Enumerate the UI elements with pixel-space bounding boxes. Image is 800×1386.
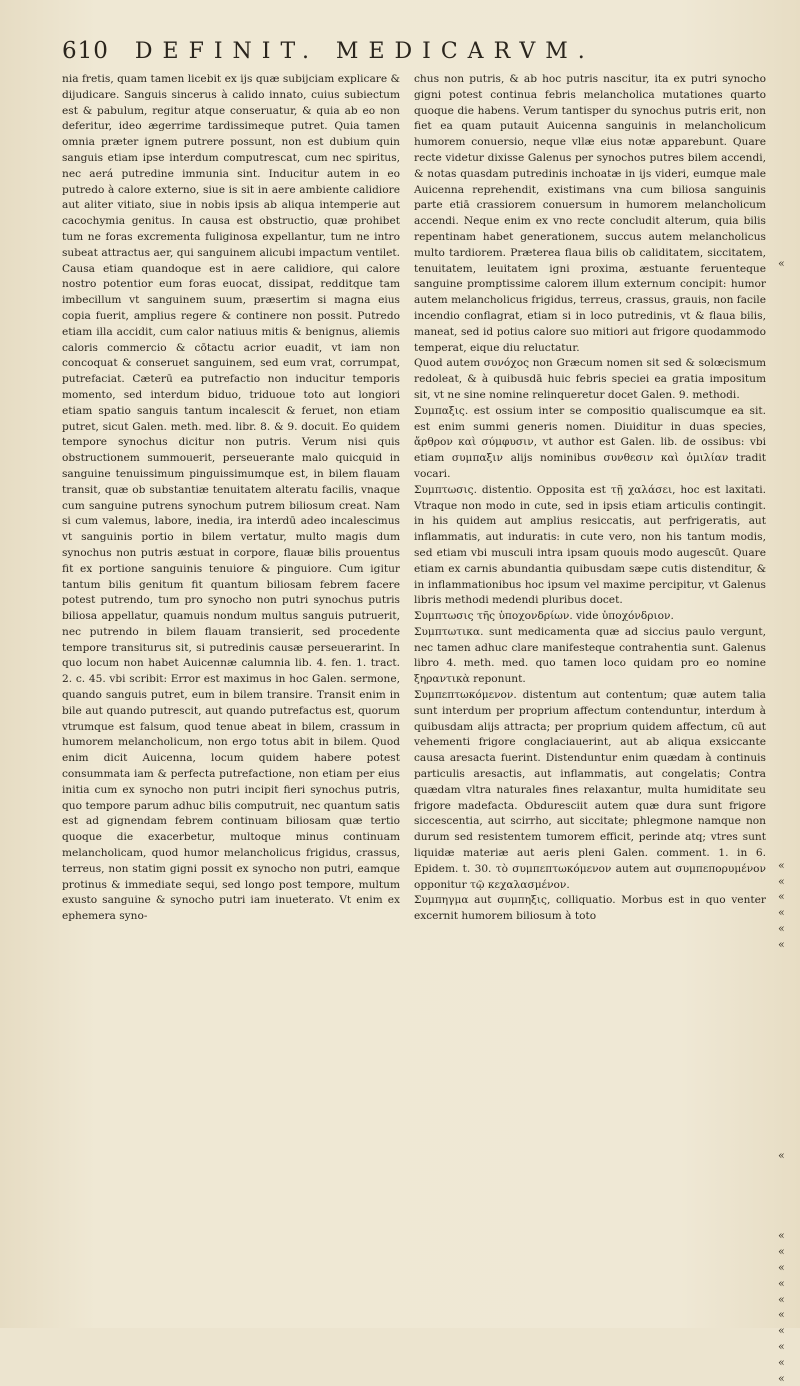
quote-mark: « [778, 1371, 785, 1385]
quote-mark: « [778, 858, 785, 872]
quote-mark: « [778, 1276, 785, 1290]
entry-paragraph: Συμπτωσις. distentio. Opposita est τῇ χαλάσει, hoc est laxitati. Vtraque non modo in cute, sed in ipsis etiam articulis contingit. in his quidem aut amplius resiccatis, aut perfrigeratis, aut inflammatis, aut induratis: in cute vero, non his tantum modis, sed etiam vbi musculi intra ipsam quouis modo augescūt. Quare etiam ex carnis abundantia quibusdam sæpe cutis distenditur, & in inflammationibus hoc ipsum vel maxime percipitur, vt Galenus libris methodi medendi pluribus docet. [414, 483, 766, 607]
quote-mark: « [778, 874, 785, 888]
entry-paragraph: Συμπαξις. est ossium inter se compositio qualiscumque ea sit. est enim summi generis nomen. Diuiditur in duas species, ἄρθρον καὶ σύμφυσιν, vt author est Galen. lib. de ossibus: vbi etiam συμπαξιν alijs nominibus συνθεσιν καὶ ὁμιλίαν tradit vocari. [414, 404, 766, 480]
quote-mark: « [778, 1339, 785, 1353]
quote-mark: « [778, 1324, 785, 1338]
margin-quote-marks [778, 70, 792, 1386]
quote-mark: « [778, 1292, 785, 1306]
entry-paragraph: Συμπεπτωκόμενον. distentum aut contentum; quæ autem talia sunt interdum per proprium affectum contenduntur, interdum à quibusdam alijs attracta; per proprium quidem affectum, cū aut vehementi frigore conglaciauerint, aut ab aliqua exsiccante causa aresacta fuerint. Distenduntur enim quædam à continuis particulis aresactis, aut inflammatis, aut congelatis; Contra quædam vltra naturales fines relaxantur, multa humiditate seu frigore madefacta. Obduresciit autem quæ dura sunt frigore siccescentia, aut scirrho, aut siccitate; phlegmone namque non durum sed resistentem tumorem efficit, perinde atq; vtres sunt liquidæ materiæ aut aeris pleni Galen. comment. 1. in 6. Epidem. t. 30. τὸ συμπεπτωκόμενον autem aut συμπεπορυμένον opponitur τῷ κεχαλασμένον. [414, 689, 766, 891]
quote-mark: « [778, 257, 785, 270]
quote-mark: « [778, 921, 785, 935]
quote-mark: « [778, 1355, 785, 1369]
quote-mark: « [778, 906, 785, 920]
quote-mark: « [778, 1308, 785, 1322]
quote-mark: « [778, 1245, 785, 1259]
quote-mark: « [778, 1260, 785, 1274]
entry-paragraph: Quod autem συνόχος non Græcum nomen sit sed & solœcismum redoleat, & à quibusdā huic febris speciei ea gratia impositum sit, vt ne sine nomine relinqueretur docet Galen. 9. methodi. [414, 357, 766, 401]
left-column-text: nia fretis, quam tamen licebit ex ijs quæ subijciam explicare & dijudicare. Sanguis sincerus à calido innato, cuius subiectum est & pabulum, regitur atque conseruatur, & quia ab eo non deferitur, ideo ægerrime tardissimeque putret. Quia tamen omnia præter ignem putrere possunt, non est dubium quin sanguis etiam ipse interdum computrescat, cum nec spiritus, nec aerá putredine immunia sint. Inducitur autem in eo putredo à calore externo, siue is sit in aere ambiente calidiore aut aliter vitiato, siue in nobis ipsis ab aliqua intemperie aut cacochymia genitus. In causa est obstructio, quæ prohibet tum ne foras excrementa fuliginosa expellantur, tum ne intro subeat attractus aer, qui sanguinem alicubi impactum ventilet. Causa etiam quandoque est in aere calidiore, qui calore nostro potentior eum foras euocat, dissipat, redditque tam imbecillum vt sanguinem suum, præsertim si magna eius copia fuerit, amplius regere & continere non possit. Putredo etiam illa accidit, cum calor natiuus mitis & benignus, aliemis caloris commercio & cōtactu acrior euadit, vt iam non concoquat & conseruet sanguinem, sed eum vrat, corrumpat, putrefaciat. Cæterū ea putrefactio non inducitur temporis momento, sed interdum biduo, triduoue toto aut longiori etiam spatio sanguis tantum incalescit & feruet, non etiam putret, sicut Galen. meth. med. libr. 8. & 9. docuit. Eo quidem tempore synochus dicitur non putris. Verum nisi quis obstructionem summouerit, perseuerante malo quicquid in sanguine tenuissimum pinguissimumque est, in bilem flauam transit, quæ ob substantiæ tenuitatem alteratu facilis, vnaque cum sanguine putrens synochum putrem biliosum creat. Nam si cum valemus, labore, inedia, ira interdū adeo incalescimus vt sanguinis portio in bilem vertatur, multo magis dum synochus non putris æstuat in corpore, flauæ bilis prouentus fit ex portione sanguinis tenuiore & pinguiore. Cum igitur tantum bilis genitum fit quantum biliosam febrem facere potest putrendo, tum pro synocho non putri synochus putris biliosa appellatur, quamuis nondum multus sanguis putruerit, nec putrendo in bilem flauam transierit, sed procedente tempore transiturus sit, si putredinis causæ perseuerarint. In quo locum non habet Auicennæ calumnia lib. 4. fen. 1. tract. 2. c. 45. vbi scribit: Error est maximus in hoc Galen. sermone, quando sanguis putret, eum in bilem transire. Transit enim in bile aut quando putrescit, aut quando putrefactus est, quorum vtrumque est falsum, quod tenue abeat in bilem, crassum in humorem melancholicum, non ergo totus abit in bilem. Quod enim dicit Auicenna, locum quidem habere potest consummata iam & perfecta putrefactione, non etiam per eius initia cum ex synocho non putri incipit fieri synochus putris, quo tempore parum adhuc bilis computruit, nec quantum satis est ad gignendam febrem continuam biliosam quæ tertio quoque die exacerbetur, multoque minus continuam melancholicam, quod humor melancholicus frigidus, crassus, terreus, non statim gigni possit ex synocho non putri, eamque protinus & immediate sequi, sed longo post tempore, multum exusto sanguine & synocho putri iam inueterato. Vt enim ex ephemera syno- [62, 73, 400, 923]
quote-mark: « [778, 1229, 785, 1243]
running-title: DEFINIT. MEDICARVM. [134, 39, 595, 64]
quote-mark: « [778, 890, 785, 904]
entry-paragraph: Συμπτωτικα. sunt medicamenta quæ ad siccius paulo vergunt, nec tamen adhuc clare manifesteque contrahentia sunt. Galenus libro 4. meth. med. quo tamen loco quidam pro eo nomine ξηραντικὰ reponunt. [414, 625, 766, 686]
entry-paragraph: Συμπτωσις τῆς ὑποχονδρίων. vide ὑποχόνδριον. [414, 610, 674, 623]
entry-paragraph: chus non putris, & ab hoc putris nascitur, ita ex putri synocho gigni potest continua febris melancholica mutationes quarto quoque die habens. Verum tantisper du synochus putris erit, non fiet ea quam putauit Auicenna sanguinis in melancholicum humorem conuersio, neque vllæ eius notæ apparebunt. Quare recte videtur dixisse Galenus per synochos putres bilem accendi, & notas quasdam putredinis inchoatæ in ijs videri, eumque male Auicenna reprehendit, existimans vna cum biliosa sanguinis parte etiā crassiorem conuersum in humorem melancholicum accendi. Neque enim ex vno recte concludit alterum, quia bilis repentinam habet generationem, succus autem melancholicus multo tardiorem. Præterea flaua bilis ob caliditatem, siccitatem, tenuitatem, leuitatem igni proxima, æstuante feruenteque sanguine promptissime calorem illum externum concipit: humor autem melancholicus frigidus, terreus, crassus, grauis, non facile incendio conflagrat, etiam si in loco putredinis, vt & flaua bilis, maneat, sed id potius calore suo mitiori aut frigore quodammodo temperat, eique diu reluctatur. [414, 73, 766, 354]
entry-paragraph: Συμπηγμα aut συμπηξις, colliquatio. Morbus est in quo venter excernit humorem biliosum à toto [414, 894, 766, 923]
right-column [414, 72, 766, 925]
quote-mark: « [778, 937, 785, 951]
page-header [62, 38, 778, 68]
quote-mark: « [778, 1148, 785, 1162]
page-number: 610 [62, 38, 109, 64]
text-columns [62, 72, 778, 925]
left-column [62, 72, 400, 925]
